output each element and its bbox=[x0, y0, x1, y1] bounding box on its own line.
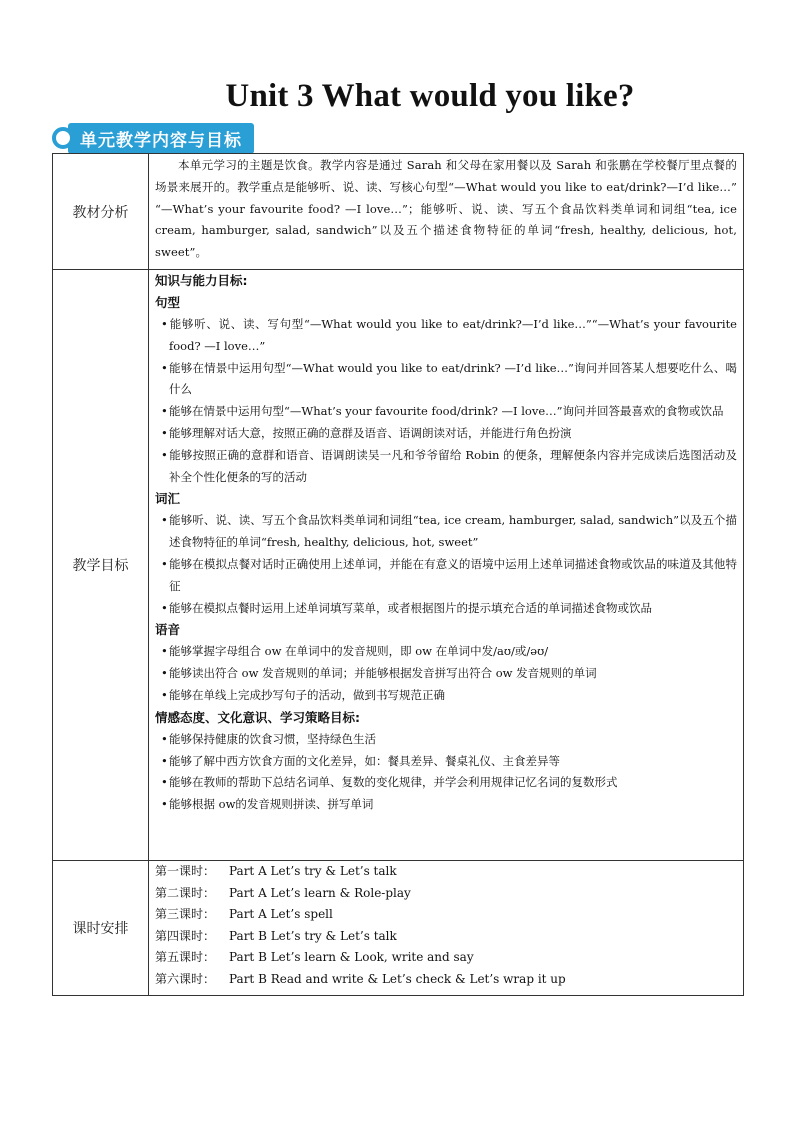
table-row-schedule bbox=[53, 861, 744, 996]
analysis-text: 本单元学习的主题是饮食。教学内容是通过 Sarah 和父母在家用餐以及 Sarah 和张鹏在学校餐厅里点餐的场景来展开的。教学重点是能够听、说、读、写核心句型“—What would you like to eat/drink?—I’d like…” “—What’s your favourite food? —I love…”；能够听、说、读、写五个食品饮料类单词和词组“tea, ice cream, hamburger, salad, sandwich”以及五个描述食物特征的单词“fresh, healthy, delicious, hot, sweet”。 bbox=[155, 158, 737, 260]
schedule-item: 第三课时： Part A Let’s spell bbox=[155, 907, 333, 921]
table-row-analysis bbox=[53, 154, 744, 270]
row-label-schedule: 课时安排 bbox=[53, 861, 149, 996]
list-item: •能够在模拟点餐时运用上述单词填写菜单，或者根据图片的提示填充合适的单词描述食物或饮品 bbox=[161, 600, 652, 615]
section-banner-label: 单元教学内容与目标 bbox=[68, 123, 254, 154]
list-item: •能够掌握字母组合 ow 在单词中的发音规则，即 ow 在单词中发/aʊ/或/əʊ/ bbox=[161, 644, 549, 659]
row-label-goals: 教学目标 bbox=[53, 270, 149, 861]
banner-ring-icon bbox=[52, 127, 74, 149]
list-item: •能够在模拟点餐对话时正确使用上述单词，并能在有意义的语境中运用上述单词描述食物或饮品的味道及其他特征 bbox=[161, 556, 737, 593]
list-item: •能够读出符合 ow 发音规则的单词；并能够根据发音拼写出符合 ow 发音规则的单词 bbox=[161, 666, 597, 681]
page-title: Unit 3 What would you like? bbox=[225, 78, 635, 114]
list-item: •能够在情景中运用句型“—What’s your favourite food/drink? —I love…”询问并回答最喜欢的食物或饮品 bbox=[161, 404, 724, 419]
schedule-cell bbox=[149, 861, 744, 996]
list-item: •能够了解中西方饮食方面的文化差异，如：餐具差异、餐桌礼仪、主食差异等 bbox=[161, 753, 560, 768]
schedule-item: 第二课时： Part A Let’s learn & Role-play bbox=[155, 885, 411, 900]
schedule-item: 第四课时： Part B Let’s try & Let’s talk bbox=[155, 928, 397, 943]
section-banner bbox=[52, 124, 254, 152]
goals-cell bbox=[149, 270, 744, 861]
list-item: •能够根据 ow的发音规则拼读、拼写单词 bbox=[161, 797, 374, 812]
knowledge-heading: 知识与能力目标: bbox=[155, 273, 248, 288]
schedule-item: 第五课时： Part B Let’s learn & Look, write and say bbox=[155, 950, 474, 964]
schedule-item: 第一课时： Part A Let’s try & Let’s talk bbox=[155, 864, 397, 878]
schedule-item: 第六课时： Part B Read and write & Let’s check & Let’s wrap it up bbox=[155, 971, 566, 986]
list-item: •能够保持健康的饮食习惯，坚持绿色生活 bbox=[161, 731, 376, 746]
list-item: •能够在情景中运用句型“—What would you like to eat/drink? —I’d like…”询问并回答某人想要吃什么、喝什么 bbox=[161, 360, 737, 397]
sentence-heading: 句型 bbox=[155, 295, 181, 310]
list-item: •能够在教师的帮助下总结名词单、复数的变化规律，并学会利用规律记忆名词的复数形式 bbox=[161, 775, 618, 790]
list-item: •能够按照正确的意群和语音、语调朗读吴一凡和爷爷留给 Robin 的便条，理解便条内容并完成读后选图活动及补全个性化便条的写的活动 bbox=[161, 447, 737, 484]
list-item: •能够理解对话大意，按照正确的意群及语音、语调朗读对话，并能进行角色扮演 bbox=[161, 425, 572, 440]
list-item: •能够听、说、读、写五个食品饮料类单词和词组“tea, ice cream, hamburger, salad, sandwich”以及五个描述食物特征的单词“fresh, healthy, delicious, hot, sweet” bbox=[161, 513, 737, 550]
list-item: •能够听、说、读、写句型“—What would you like to eat/drink?—I’d like…”“—What’s your favourite food? —I love…” bbox=[161, 317, 737, 353]
emotion-heading: 情感态度、文化意识、学习策略目标: bbox=[155, 709, 360, 725]
vocab-heading: 词汇 bbox=[155, 491, 181, 507]
analysis-cell bbox=[149, 154, 744, 270]
phonics-heading: 语音 bbox=[155, 622, 181, 638]
list-item: •能够在单线上完成抄写句子的活动，做到书写规范正确 bbox=[161, 687, 445, 702]
table-row-goals bbox=[53, 270, 744, 861]
row-label-analysis: 教材分析 bbox=[53, 154, 149, 270]
unit-plan-table bbox=[52, 153, 744, 996]
